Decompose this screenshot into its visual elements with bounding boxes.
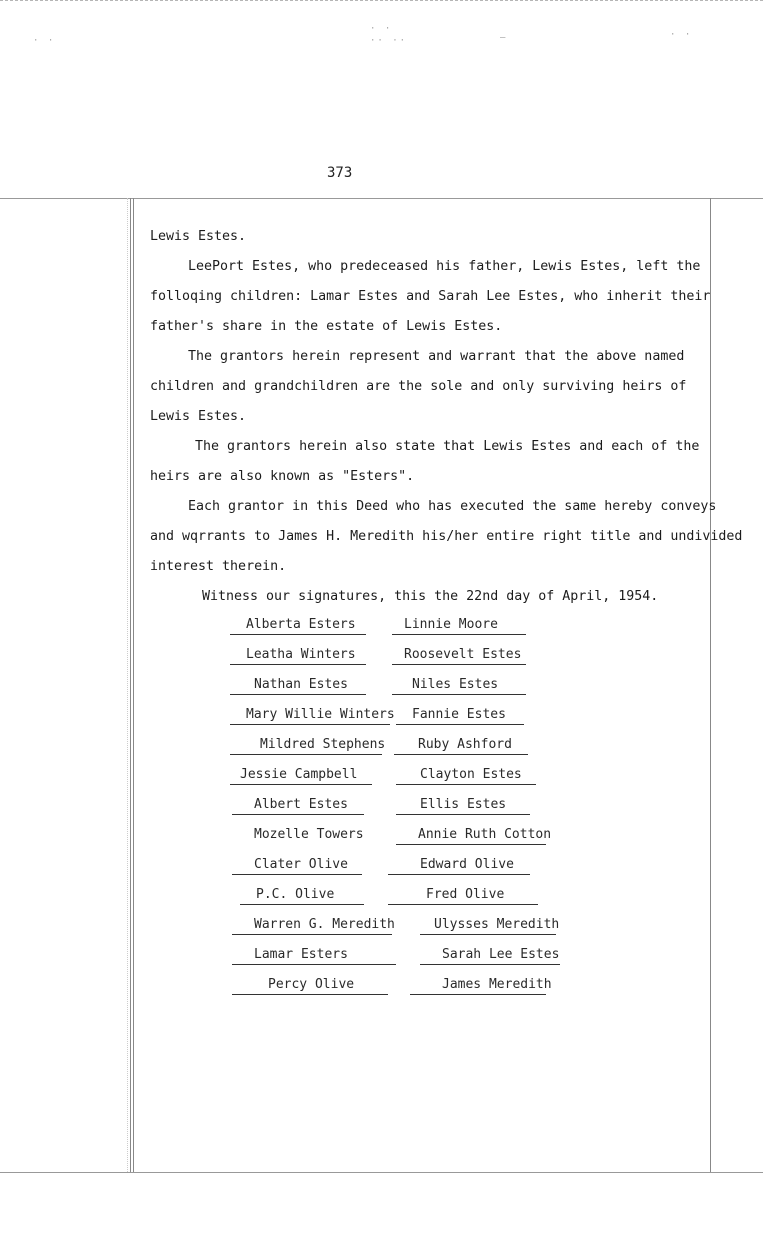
signature-left: Clater Olive: [232, 856, 362, 875]
signature-right: Ulysses Meredith: [420, 916, 556, 935]
signature-left: Warren G. Meredith: [232, 916, 392, 935]
signature-right: Sarah Lee Estes: [420, 946, 560, 965]
paragraph-line: interest therein.: [150, 559, 287, 574]
paragraph-line: and wqrrants to James H. Meredith his/her entire right title and undivided: [150, 529, 743, 544]
top-rule: [0, 198, 763, 199]
signature-right: Annie Ruth Cotton: [396, 826, 546, 845]
signature-left: Albert Estes: [232, 796, 364, 815]
signature-right: Linnie Moore: [392, 616, 526, 635]
right-margin-rule: [710, 198, 711, 1172]
signature-left: Lamar Esters: [232, 946, 396, 965]
page-number: 373: [327, 165, 353, 181]
signature-right: Fred Olive: [388, 886, 538, 905]
paragraph-line: The grantors herein represent and warrant that the above named: [188, 349, 685, 364]
top-dashed-edge: [0, 0, 763, 1]
paragraph-line: children and grandchildren are the sole and only surviving heirs of: [150, 379, 687, 394]
signature-left: P.C. Olive: [240, 886, 364, 905]
signature-left: Mary Willie Winters: [230, 706, 390, 725]
signature-right: Ruby Ashford: [394, 736, 528, 755]
signature-right: Ellis Estes: [396, 796, 530, 815]
signature-right: James Meredith: [410, 976, 546, 995]
signature-left: Mozelle Towers: [254, 827, 364, 842]
signature-right: Niles Estes: [392, 676, 526, 695]
signature-left: Percy Olive: [232, 976, 388, 995]
scan-speck: · ·: [370, 24, 393, 34]
scan-speck: ·· ··: [370, 36, 408, 46]
bottom-rule: [0, 1172, 763, 1173]
paragraph-line: LeePort Estes, who predeceased his father, Lewis Estes, left the: [188, 259, 701, 274]
scan-speck: · ·: [670, 30, 693, 40]
left-margin-shadow: [127, 198, 128, 1172]
signature-left: Mildred Stephens: [230, 736, 382, 755]
signature-right: Edward Olive: [388, 856, 530, 875]
paragraph-line: Lewis Estes.: [150, 409, 247, 424]
scan-speck: · ·: [33, 36, 56, 46]
paragraph-line: The grantors herein also state that Lewis Estes and each of the: [195, 439, 700, 454]
signature-right: Fannie Estes: [396, 706, 524, 725]
paragraph-line: Each grantor in this Deed who has executed the same hereby conveys: [188, 499, 717, 514]
signature-left: Alberta Esters: [230, 616, 366, 635]
left-margin-rule-inner: [133, 198, 134, 1172]
signature-right: Clayton Estes: [396, 766, 536, 785]
left-margin-rule: [130, 198, 131, 1172]
paragraph-line: Lewis Estes.: [150, 229, 247, 244]
signature-right: Roosevelt Estes: [392, 646, 526, 665]
paragraph-line: folloqing children: Lamar Estes and Sarah Lee Estes, who inherit their: [150, 289, 711, 304]
deed-body: [150, 222, 743, 612]
signature-left: Nathan Estes: [230, 676, 366, 695]
signature-left: Jessie Campbell: [230, 766, 372, 785]
witness-line: Witness our signatures, this the 22nd day of April, 1954.: [202, 589, 659, 604]
paragraph-line: heirs are also known as "Esters".: [150, 469, 415, 484]
signature-left: Leatha Winters: [230, 646, 366, 665]
scan-speck: –: [500, 33, 508, 43]
paragraph-line: father's share in the estate of Lewis Estes.: [150, 319, 503, 334]
